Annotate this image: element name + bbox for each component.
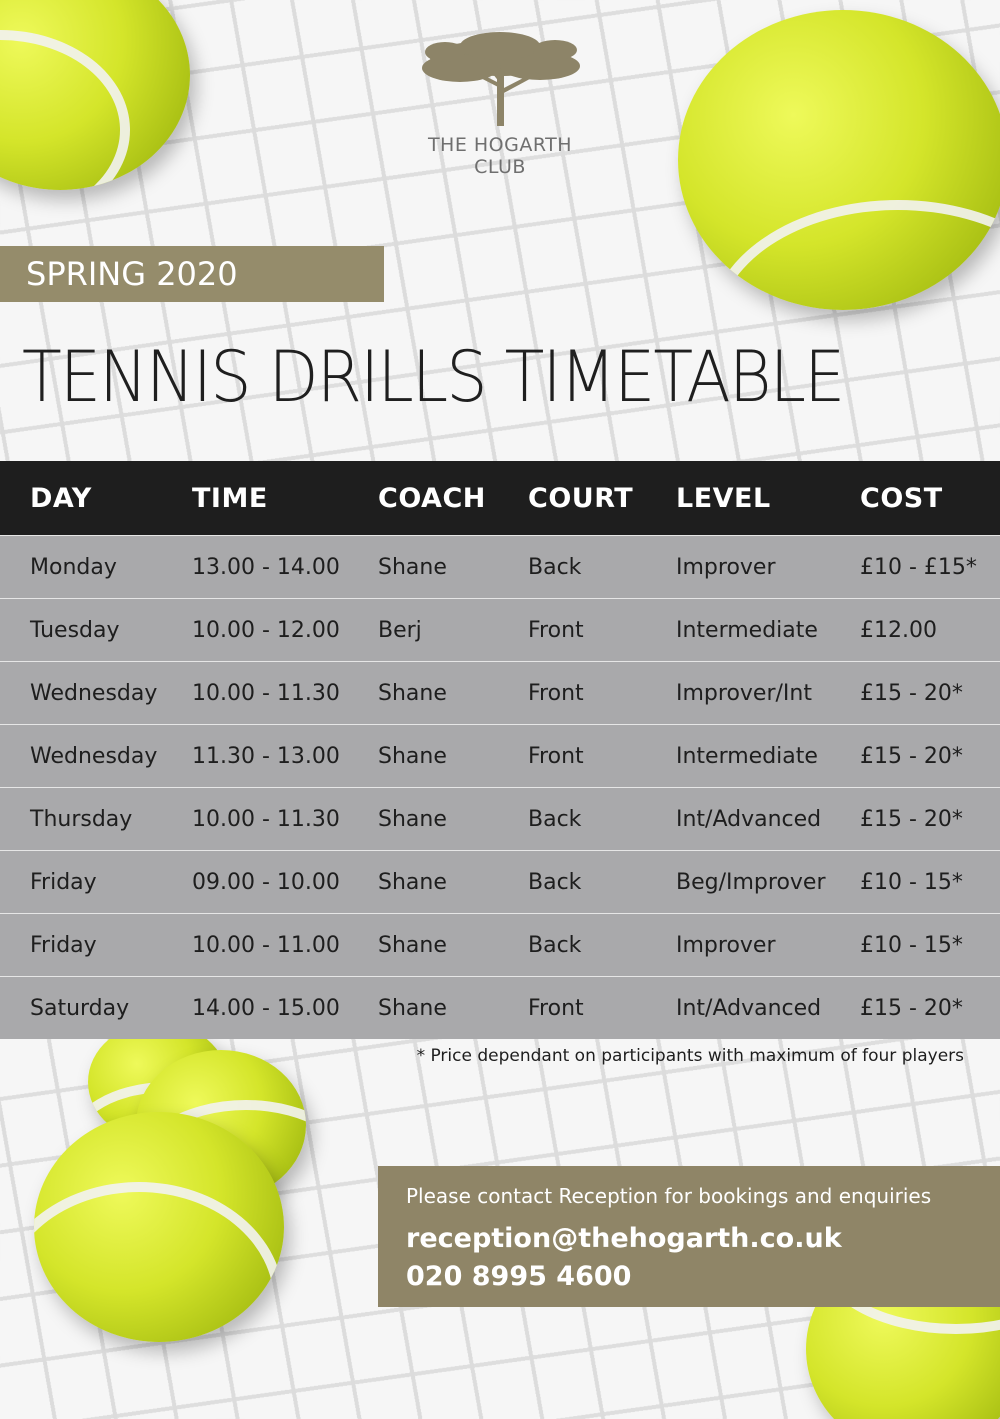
- cell-coach: Berj: [378, 617, 422, 643]
- table-row: [0, 787, 1000, 850]
- cell-level: Int/Advanced: [676, 806, 822, 832]
- cell-day: Thursday: [30, 806, 133, 832]
- cell-court: Front: [528, 617, 584, 643]
- table-row: [0, 598, 1000, 661]
- cell-day: Friday: [30, 932, 97, 958]
- cell-time: 10.00 - 11.30: [192, 806, 340, 832]
- cell-level: Intermediate: [676, 743, 818, 769]
- cell-coach: Shane: [378, 554, 447, 580]
- cell-level: Int/Advanced: [676, 995, 822, 1021]
- header-time: TIME: [192, 482, 268, 514]
- cell-level: Improver: [676, 932, 776, 958]
- tennis-ball-icon: [34, 1112, 284, 1342]
- cell-cost: £15 - 20*: [860, 995, 963, 1021]
- tree-logo-icon: [405, 28, 595, 128]
- price-footnote: * Price dependant on participants with maximum of four players: [416, 1046, 964, 1066]
- cell-time: 10.00 - 11.30: [192, 680, 340, 706]
- cell-time: 09.00 - 10.00: [192, 869, 340, 895]
- cell-coach: Shane: [378, 806, 447, 832]
- header-level: LEVEL: [676, 482, 771, 514]
- cell-court: Back: [528, 554, 582, 580]
- season-banner: SPRING 2020: [0, 246, 384, 302]
- cell-coach: Shane: [378, 995, 447, 1021]
- cell-level: Beg/Improver: [676, 869, 826, 895]
- cell-cost: £10 - 15*: [860, 932, 963, 958]
- cell-coach: Shane: [378, 743, 447, 769]
- contact-email-link[interactable]: reception@thehogarth.co.uk: [406, 1223, 842, 1254]
- table-row: [0, 850, 1000, 913]
- cell-court: Back: [528, 806, 582, 832]
- header-coach: COACH: [378, 482, 486, 514]
- cell-cost: £10 - 15*: [860, 869, 963, 895]
- cell-time: 13.00 - 14.00: [192, 554, 340, 580]
- cell-time: 11.30 - 13.00: [192, 743, 340, 769]
- tennis-ball-icon: [0, 0, 190, 190]
- cell-day: Saturday: [30, 995, 130, 1021]
- cell-coach: Shane: [378, 869, 447, 895]
- table-row: [0, 913, 1000, 976]
- table-header: [0, 461, 1000, 535]
- cell-day: Monday: [30, 554, 117, 580]
- cell-level: Improver: [676, 554, 776, 580]
- cell-court: Front: [528, 680, 584, 706]
- table-row: [0, 535, 1000, 598]
- cell-cost: £15 - 20*: [860, 806, 963, 832]
- cell-day: Wednesday: [30, 743, 158, 769]
- club-logo: [400, 28, 600, 178]
- cell-day: Friday: [30, 869, 97, 895]
- page-title: TENNIS DRILLS TIMETABLE: [22, 336, 844, 418]
- header-court: COURT: [528, 482, 634, 514]
- club-name: THE HOGARTH CLUB: [427, 134, 573, 178]
- header-cost: COST: [860, 482, 943, 514]
- cell-cost: £12.00: [860, 617, 937, 643]
- cell-level: Improver/Int: [676, 680, 812, 706]
- contact-note: Please contact Reception for bookings and enquiries: [406, 1184, 932, 1208]
- cell-court: Back: [528, 869, 582, 895]
- tennis-ball-icon: [678, 10, 1000, 310]
- cell-court: Back: [528, 932, 582, 958]
- cell-level: Intermediate: [676, 617, 818, 643]
- cell-time: 10.00 - 11.00: [192, 932, 340, 958]
- table-row: [0, 661, 1000, 724]
- header-day: DAY: [30, 482, 92, 514]
- cell-court: Front: [528, 743, 584, 769]
- table-row: [0, 976, 1000, 1039]
- cell-court: Front: [528, 995, 584, 1021]
- cell-time: 10.00 - 12.00: [192, 617, 340, 643]
- cell-day: Wednesday: [30, 680, 158, 706]
- table-row: [0, 724, 1000, 787]
- cell-cost: £15 - 20*: [860, 680, 963, 706]
- cell-coach: Shane: [378, 932, 447, 958]
- cell-cost: £15 - 20*: [860, 743, 963, 769]
- cell-day: Tuesday: [30, 617, 120, 643]
- timetable: [0, 461, 1000, 1039]
- cell-cost: £10 - £15*: [860, 554, 977, 580]
- cell-time: 14.00 - 15.00: [192, 995, 340, 1021]
- contact-phone[interactable]: 020 8995 4600: [406, 1261, 632, 1292]
- cell-coach: Shane: [378, 680, 447, 706]
- contact-box: [378, 1166, 1000, 1307]
